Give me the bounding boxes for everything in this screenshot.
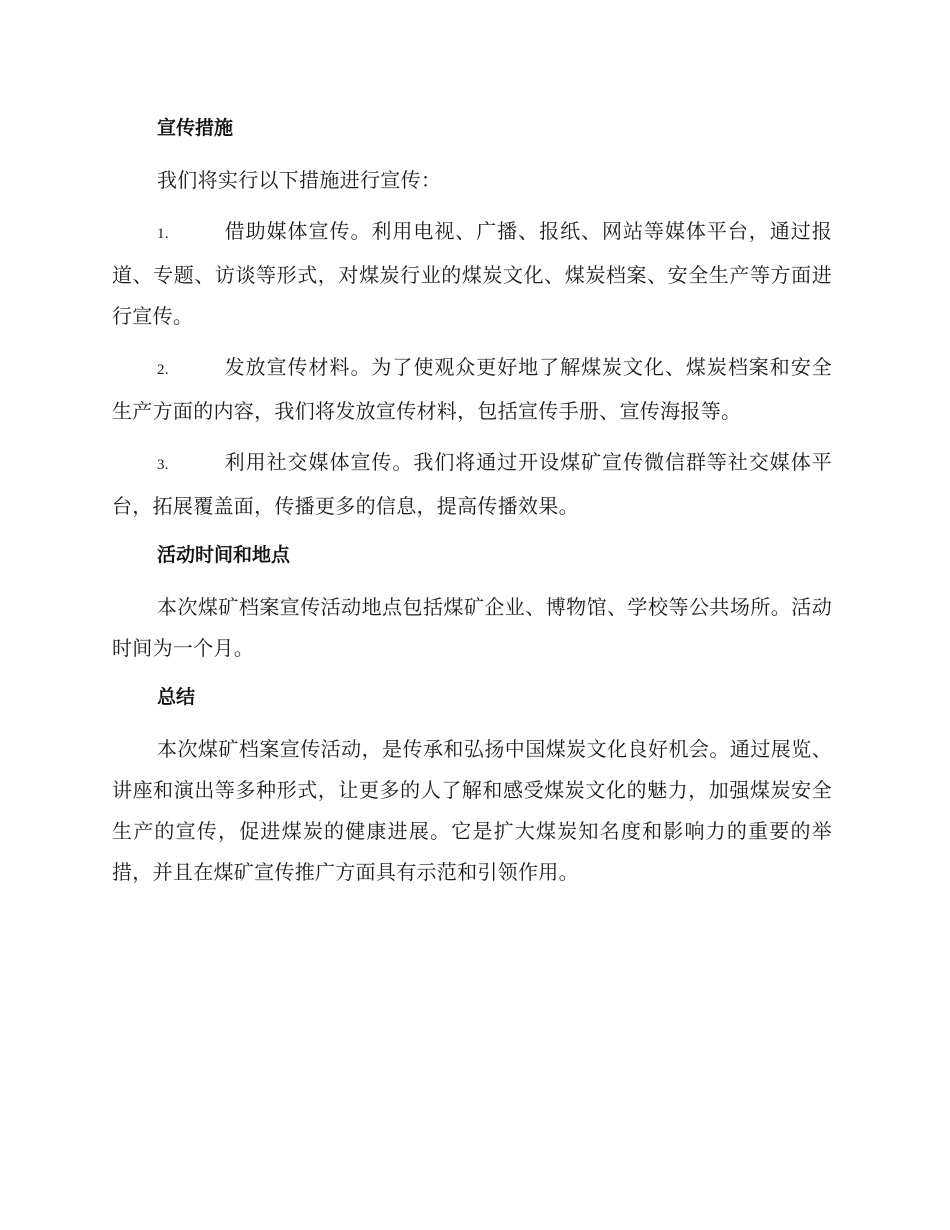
list-item-text: 发放宣传材料。为了使观众更好地了解煤炭文化、煤炭档案和安全生产方面的内容，我们将发放宣传材料，包括宣传手册、宣传海报等。 (112, 355, 832, 423)
section-heading-summary: 总结 (157, 686, 196, 708)
list-item-3 (112, 442, 832, 527)
document-page (112, 110, 832, 903)
list-item-text: 利用社交媒体宣传。我们将通过开设煤矿宣传微信群等社交媒体平台，拓展覆盖面，传播更多的信息，提高传播效果。 (112, 450, 832, 518)
section-heading-time-place: 活动时间和地点 (157, 544, 291, 566)
publicity-intro: 我们将实行以下措施进行宣传： (157, 168, 442, 192)
list-number: 3. (157, 457, 169, 473)
list-item-2 (112, 347, 832, 432)
list-item-text: 借助媒体宣传。利用电视、广播、报纸、网站等媒体平台，通过报道、专题、访谈等形式，对煤炭行业的煤炭文化、煤炭档案、安全生产等方面进行宣传。 (112, 219, 832, 328)
list-item-1 (112, 211, 832, 337)
time-place-paragraph: 本次煤矿档案宣传活动地点包括煤矿企业、博物馆、学校等公共场所。活动时间为一个月。 (112, 595, 832, 660)
list-number: 2. (157, 362, 169, 378)
summary-paragraph: 本次煤矿档案宣传活动，是传承和弘扬中国煤炭文化良好机会。通过展览、讲座和演出等多种形式，让更多的人了解和感受煤炭文化的魅力，加强煤炭安全生产的宣传，促进煤炭的健康进展。它是扩大煤炭知名度和影响力的重要的举措，并且在煤矿宣传推广方面具有示范和引领作用。 (112, 737, 832, 884)
section-heading-publicity-measures: 宣传措施 (157, 117, 234, 139)
list-number: 1. (157, 226, 169, 242)
